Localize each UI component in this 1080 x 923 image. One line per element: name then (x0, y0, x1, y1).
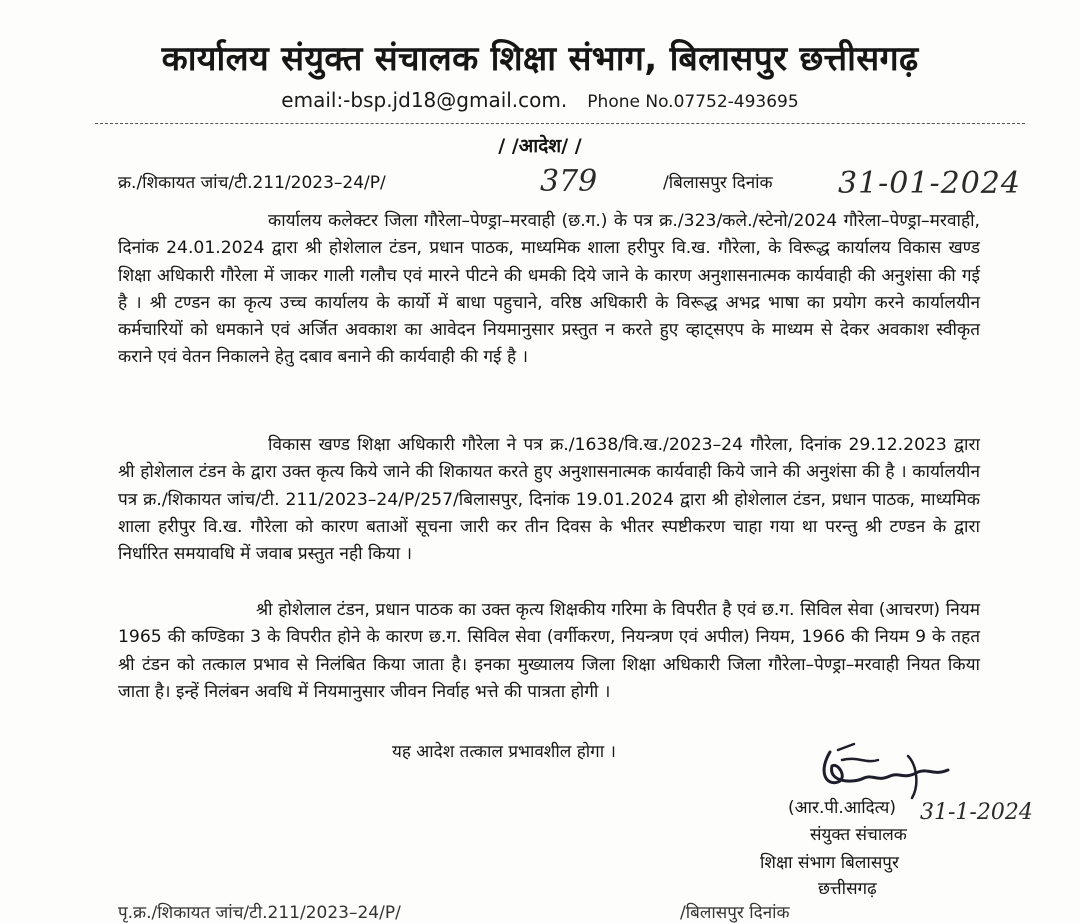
contact-line (0, 88, 1080, 112)
endorsement-reference: पृ.क्र./शिकायत जांच/टी.211/2023–24/P/ (118, 903, 401, 923)
order-heading: / /आदेश/ / (498, 135, 582, 157)
reference-prefix: क्र./शिकायत जांच/टी.211/2023–24/P/ (118, 173, 386, 193)
phone-text: Phone No.07752-493695 (587, 92, 799, 112)
signature-date-handwritten: 31-1-2024 (920, 800, 1033, 825)
signatory-designation: संयुक्त संचालक (810, 825, 907, 845)
order-date-handwritten: 31-01-2024 (838, 166, 1021, 201)
header-divider (95, 123, 1025, 124)
effective-statement: यह आदेश तत्काल प्रभावशील होगा । (392, 742, 616, 762)
reference-number-handwritten: 379 (540, 164, 598, 199)
signatory-state: छत्तीसगढ़ (818, 879, 877, 899)
paragraph-complaint: कार्यालय कलेक्टर जिला गौरेला–पेण्ड्रा–मरवाही (छ.ग.) के पत्र क्र./323/कले./स्टेनो/2024 गौरेला–पेण्ड्रा–मरवाही, दिनांक 24.01.2024 द्वारा श्री होशेलाल टंडन, प्रधान पाठक, माध्यमिक शाला हरीपुर वि.ख. गौरेला, के विरूद्ध कार्यालय विकास खण्ड शिक्षा अधिकारी गौरेला में जाकर गाली गलौच एवं मारने पीटने की धमकी दिये जाने के कारण अनुशासनात्मक कार्यवाही की अनुशंसा की गई है । श्री टण्डन का कृत्य उच्च कार्यालय के कार्यो में बाधा पहुचाने, वरिष्ठ अधिकारी के विरूद्ध अभद्र भाषा का प्रयोग करने कार्यालयीन कर्मचारियों को धमकाने एवं अर्जित अवकाश का आवेदन नियमानुसार प्रस्तुत न करते हुए व्हाट्सएप के माध्यम से देकर अवकाश स्वीकृत कराने एवं वेतन निकालने हेतु दबाव बनाने की कार्यवाही की गई है । (118, 211, 980, 368)
email-text: email:-bsp.jd18@gmail.com. (281, 88, 568, 112)
office-title: कार्यालय संयुक्त संचालक शिक्षा संभाग, बिलासपुर छत्तीसगढ़ (161, 39, 919, 79)
signatory-office: शिक्षा संभाग बिलासपुर (760, 853, 899, 873)
endorsement-place-date: /बिलासपुर दिनांक (680, 903, 790, 923)
signatory-name: (आर.पी.आदित्य) (788, 798, 897, 818)
place-date-label: /बिलासपुर दिनांक (663, 173, 773, 193)
paragraph-suspension: श्री होशेलाल टंडन, प्रधान पाठक का उक्त कृत्य शिक्षकीय गरिमा के विपरीत है एवं छ.ग. सिविल सेवा (आचरण) नियम 1965 की कण्डिका 3 के विपरीत होने के कारण छ.ग. सिविल सेवा (वर्गीकरण, नियन्त्रण एवं अपील) नियम, 1966 की नियम 9 के तहत श्री टंडन को तत्काल प्रभाव से निलंबित किया जाता है। इनका मुख्यालय जिला शिक्षा अधिकारी जिला गौरेला–पेण्ड्रा–मरवाही नियत किया जाता है। इन्हें निलंबन अवधि में नियमानुसार जीवन निर्वाह भत्ते की पात्रता होगी । (118, 600, 980, 702)
paragraph-show-cause: विकास खण्ड शिक्षा अधिकारी गौरेला ने पत्र क्र./1638/वि.ख./2023–24 गौरेला, दिनांक 29.12.2023 द्वारा श्री होशेलाल टंडन के द्वारा उक्त कृत्य किये जाने की शिकायत करते हुए अनुशासनात्मक कार्यवाही किये जाने की अनुशंसा की है । कार्यालयीन पत्र क्र./शिकायत जांच/टी. 211/2023–24/P/257/बिलासपुर, दिनांक 19.01.2024 द्वारा श्री होशेलाल टंडन, प्रधान पाठक, माध्यमिक शाला हरीपुर वि.ख. गौरेला को कारण बताओं सूचना जारी कर तीन दिवस के भीतर स्पष्टीकरण चाहा गया था परन्तु श्री टण्डन के द्वारा निर्धारित समयावधि में जवाब प्रस्तुत नही किया । (118, 435, 980, 565)
